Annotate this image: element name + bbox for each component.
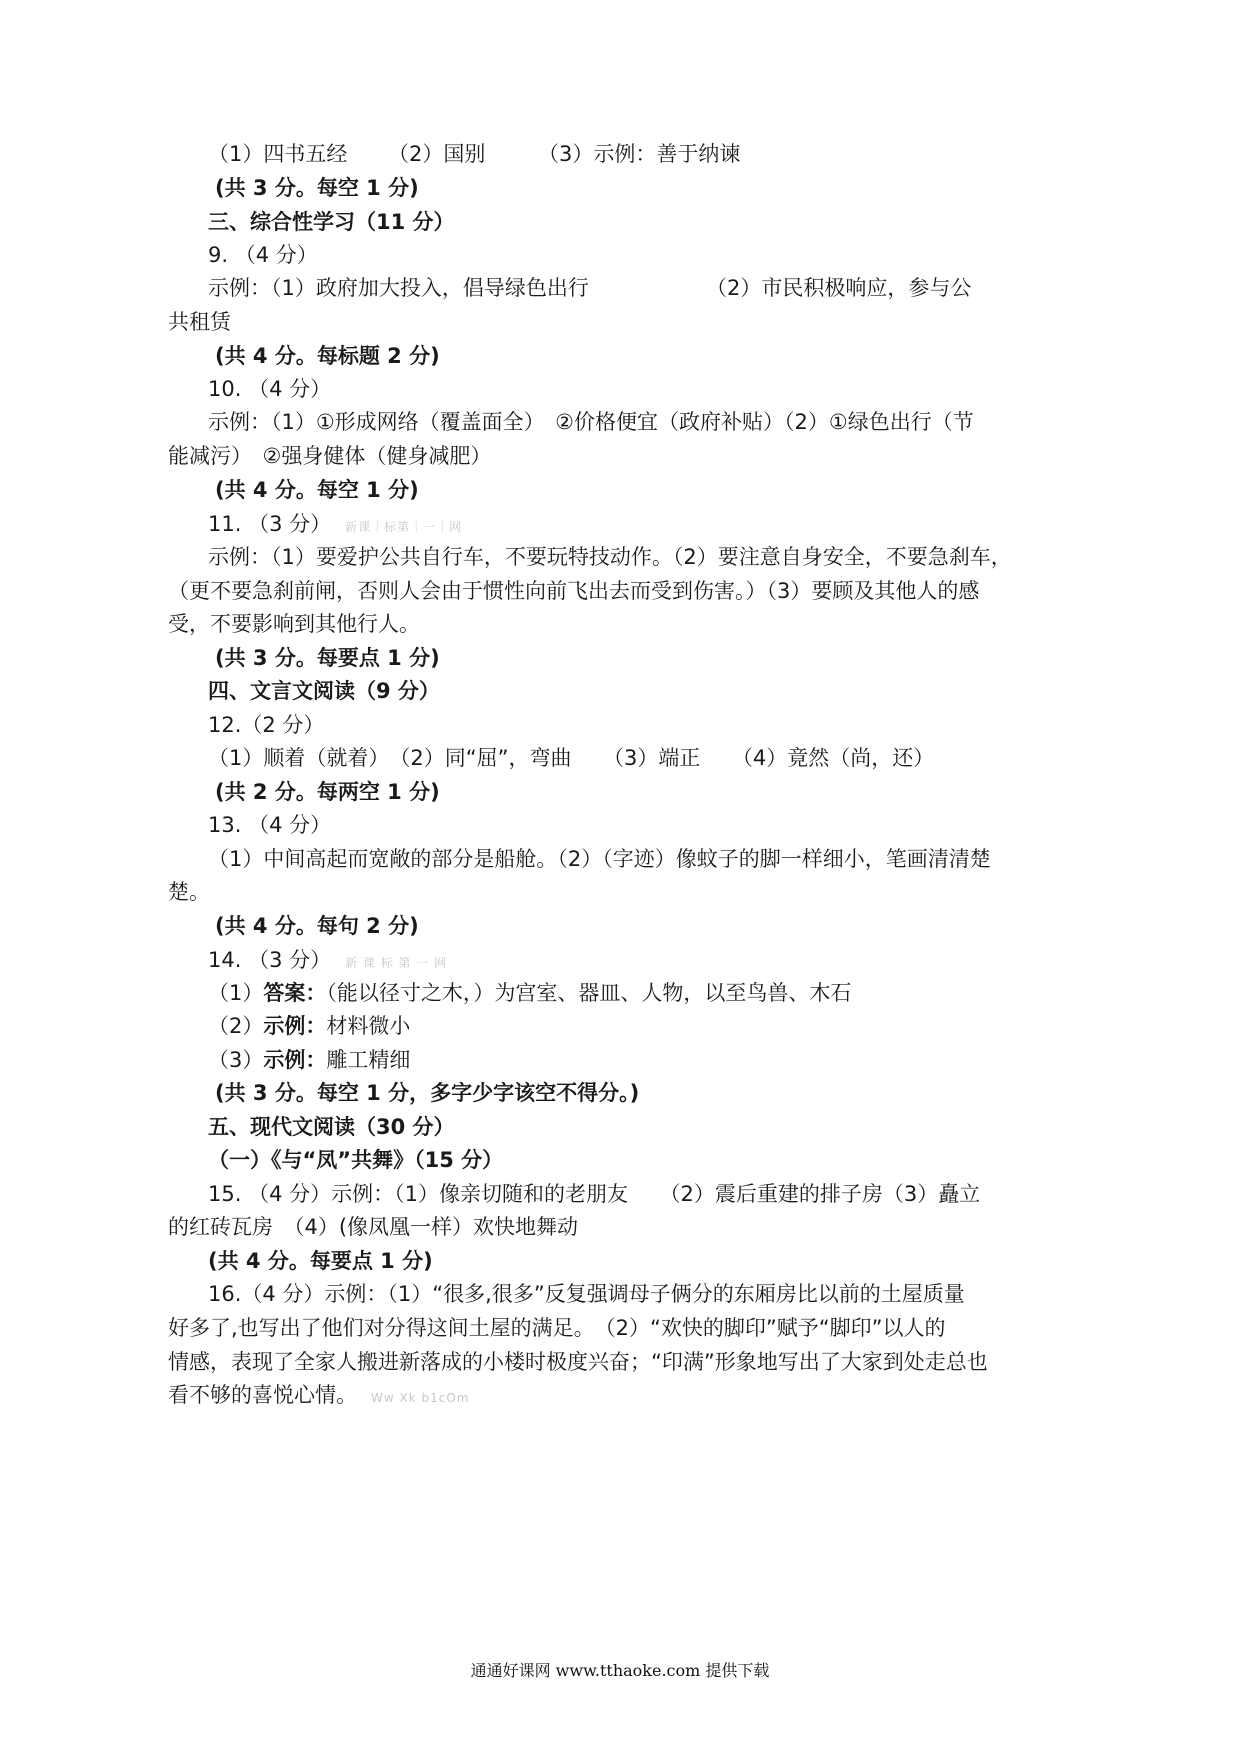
answer-text: 雕工精细 [326, 1048, 411, 1072]
answer-line-11: 示例：（1）要爱护公共自行车，不要玩特技动作。（2）要注意自身安全，不要急刹车， [208, 545, 1012, 569]
question-number-9: 9. （4 分） [208, 243, 318, 267]
example-label: 示例： [263, 1048, 327, 1072]
answer-line-16: 16.（4 分）示例：（1）“很多,很多”反复强调母子俩分的东厢房比以前的土屋质量 [208, 1282, 965, 1306]
answer-line-15-cont: 的红砖瓦房 （4）(像凤凰一样）欢快地舞动 [168, 1215, 579, 1239]
score-note: (共 2 分。每两空 1 分) [215, 780, 440, 804]
score-note: (共 4 分。每空 1 分) [215, 478, 419, 502]
answer-line-14-3 [208, 1046, 1240, 1074]
answer-line-11-cont: 受，不要影响到其他行人。 [168, 612, 420, 636]
answer-9-1: 示例：（1）政府加大投入，倡导绿色出行 [208, 276, 589, 300]
watermark: 新课｜标第｜一｜网 [345, 520, 463, 534]
score-note: (共 4 分。每标题 2 分) [215, 344, 440, 368]
watermark: Ww Xk b1cOm [371, 1391, 470, 1405]
answer-line-16-end: 看不够的喜悦心情。 [168, 1383, 357, 1407]
section-heading-5: 五、现代文阅读（30 分） [208, 1115, 455, 1139]
question-number-14 [208, 946, 1240, 977]
section-heading-3: 三、综合性学习（11 分） [208, 210, 455, 234]
score-note: (共 4 分。每要点 1 分) [208, 1249, 433, 1273]
page-footer: 通通好课网 www.tthaoke.com 提供下载 [470, 1661, 770, 1680]
answer-9-2: （2）市民积极响应，参与公 [706, 276, 972, 300]
question-number-11 [208, 510, 1240, 541]
score-note: (共 3 分。每空 1 分，多字少字该空不得分。) [215, 1081, 640, 1105]
answer-line-14-1 [208, 979, 1240, 1007]
question-number-10: 10. （4 分） [208, 377, 332, 401]
section-heading-4: 四、文言文阅读（9 分） [208, 679, 440, 703]
answer-line-10: 示例：（1）①形成网络（覆盖面全） ②价格便宜（政府补贴）（2）①绿色出行（节 [208, 410, 974, 434]
subsection-heading: （一）《与“凤”共舞》（15 分） [208, 1148, 504, 1172]
answer-line-12: （1）顺着（就着） （2）同“屈”，弯曲 （3）端正 （4）竟然（尚，还） [208, 746, 935, 770]
answer-line-13-cont: 楚。 [168, 880, 210, 904]
question-number-13: 13. （4 分） [208, 813, 332, 837]
answer-line-16-cont: 情感，表现了全家人搬进新落成的小楼时极度兴奋；“印满”形象地写出了大家到处走总也 [168, 1350, 988, 1374]
answer-line-16-cont: 好多了,也写出了他们对分得这间土屋的满足。 （2）“欢快的脚印”赋予“脚印”以人的 [168, 1316, 946, 1340]
item-number: （2） [208, 1014, 264, 1038]
watermark: 新 课 标 第 一 网 [345, 956, 448, 970]
answer-line-13: （1）中间高起而宽敞的部分是船舱。（2）（字迹）像蚊子的脚一样细小，笔画清清楚 [208, 847, 991, 871]
score-note: (共 3 分。每空 1 分) [215, 176, 419, 200]
answer-line-14-2 [208, 1012, 1240, 1040]
example-label: 示例： [263, 1014, 327, 1038]
item-number: （3） [208, 1048, 264, 1072]
question-number-14-text: 14. （3 分） [208, 948, 332, 972]
answer-8-2: （2）国别 [388, 142, 486, 166]
answer-8-3: （3）示例：善于纳谏 [538, 142, 741, 166]
answer-label: 答案： [263, 981, 327, 1005]
score-note: (共 4 分。每句 2 分) [215, 914, 419, 938]
question-number-12: 12.（2 分） [208, 713, 325, 737]
answer-line-16-cont [168, 1381, 1240, 1412]
answer-line-15: 15. （4 分）示例：（1）像亲切随和的老朋友 （2）震后重建的排子房（3）矗立 [208, 1182, 981, 1206]
answer-text: 材料微小 [326, 1014, 411, 1038]
score-note: (共 3 分。每要点 1 分) [215, 646, 440, 670]
question-number-11-text: 11. （3 分） [208, 512, 332, 536]
answer-line-10-cont: 能减污） ②强身健体（健身减肥） [168, 444, 492, 468]
answer-8-1: （1）四书五经 [208, 142, 348, 166]
answer-line-9-cont: 共租赁 [168, 310, 231, 334]
item-number: （1） [208, 981, 264, 1005]
answer-text: （能以径寸之木，）为宫室、器皿、人物，以至鸟兽、木石 [326, 981, 852, 1005]
answer-line-11-cont: （更不要急刹前闸，否则人会由于惯性向前飞出去而受到伤害。）（3）要顾及其他人的感 [168, 579, 980, 603]
